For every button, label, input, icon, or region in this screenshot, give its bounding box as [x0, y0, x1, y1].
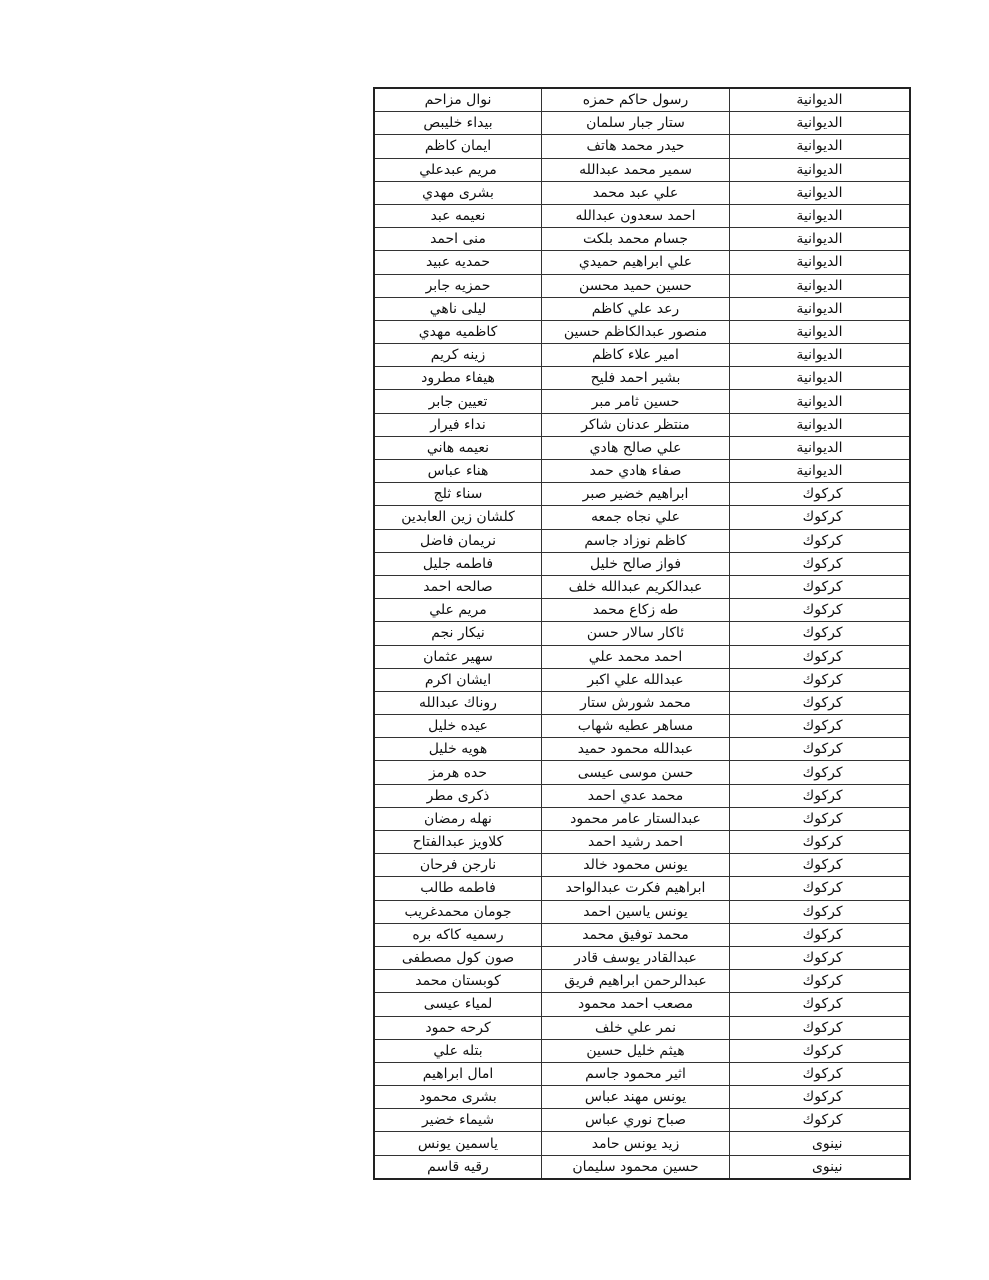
table-row [374, 344, 910, 367]
full-name-cell: احمد سعدون عبدالله [542, 204, 730, 227]
full-name-cell: محمد شورش ستار [542, 691, 730, 714]
governorate-cell: كركوك [730, 622, 910, 645]
table-row [374, 1155, 910, 1179]
mother-name-cell: نعيمه هاني [374, 436, 542, 459]
governorate-cell: الديوانية [730, 344, 910, 367]
table-row [374, 1132, 910, 1155]
mother-name-cell: صالحه احمد [374, 575, 542, 598]
full-name-cell: علي عبد محمد [542, 181, 730, 204]
mother-name-cell: تعيين جابر [374, 390, 542, 413]
full-name-cell: حيدر محمد هاتف [542, 135, 730, 158]
full-name-cell: منتظر عدنان شاكر [542, 413, 730, 436]
governorate-cell: كركوك [730, 1016, 910, 1039]
mother-name-cell: نهله رمضان [374, 807, 542, 830]
governorate-cell: كركوك [730, 599, 910, 622]
governorate-cell: كركوك [730, 761, 910, 784]
mother-name-cell: ذكرى مطر [374, 784, 542, 807]
table-row [374, 622, 910, 645]
mother-name-cell: لمياء عيسى [374, 993, 542, 1016]
table-row [374, 88, 910, 112]
full-name-cell: مصعب احمد محمود [542, 993, 730, 1016]
governorate-cell: كركوك [730, 738, 910, 761]
mother-name-cell: بيداء خليبص [374, 112, 542, 135]
full-name-cell: علي ابراهيم حميدي [542, 251, 730, 274]
full-name-cell: محمد عدي احمد [542, 784, 730, 807]
governorate-cell: كركوك [730, 807, 910, 830]
mother-name-cell: منى احمد [374, 228, 542, 251]
table-row [374, 413, 910, 436]
table-row [374, 181, 910, 204]
table-row [374, 715, 910, 738]
mother-name-cell: روناك عبدالله [374, 691, 542, 714]
mother-name-cell: نريمان فاضل [374, 529, 542, 552]
table-row [374, 436, 910, 459]
table-row [374, 529, 910, 552]
full-name-cell: محمد توفيق محمد [542, 923, 730, 946]
governorate-cell: الديوانية [730, 274, 910, 297]
governorate-cell: كركوك [730, 1062, 910, 1085]
full-name-cell: نمر علي خلف [542, 1016, 730, 1039]
governorate-cell: كركوك [730, 923, 910, 946]
full-name-cell: حسين حميد محسن [542, 274, 730, 297]
full-name-cell: فواز صالح خليل [542, 552, 730, 575]
mother-name-cell: ايشان اكرم [374, 668, 542, 691]
full-name-cell: رسول حاكم حمزه [542, 88, 730, 112]
governorate-cell: كركوك [730, 877, 910, 900]
mother-name-cell: جومان محمدغريب [374, 900, 542, 923]
full-name-cell: هيثم خليل حسين [542, 1039, 730, 1062]
full-name-cell: حسن موسى عيسى [542, 761, 730, 784]
governorate-cell: كركوك [730, 784, 910, 807]
table-row [374, 761, 910, 784]
table-row [374, 691, 910, 714]
table-row [374, 993, 910, 1016]
governorate-cell: الديوانية [730, 135, 910, 158]
full-name-cell: عبدالله علي اكبر [542, 668, 730, 691]
mother-name-cell: شيماء خضير [374, 1109, 542, 1132]
table-row [374, 274, 910, 297]
mother-name-cell: سناء ثلج [374, 483, 542, 506]
full-name-cell: ستار جبار سلمان [542, 112, 730, 135]
table-row [374, 946, 910, 969]
full-name-cell: يونس مهند عباس [542, 1086, 730, 1109]
table-row [374, 877, 910, 900]
mother-name-cell: صون كول مصطفى [374, 946, 542, 969]
table-row [374, 1062, 910, 1085]
mother-name-cell: زينه كريم [374, 344, 542, 367]
table-row [374, 320, 910, 343]
table-row [374, 204, 910, 227]
mother-name-cell: فاطمه جليل [374, 552, 542, 575]
mother-name-cell: بشرى مهدي [374, 181, 542, 204]
mother-name-cell: حمزيه جابر [374, 274, 542, 297]
governorate-cell: كركوك [730, 668, 910, 691]
mother-name-cell: كلاويز عبدالفتاح [374, 831, 542, 854]
governorate-cell: كركوك [730, 900, 910, 923]
mother-name-cell: حده هرمز [374, 761, 542, 784]
mother-name-cell: عيده خليل [374, 715, 542, 738]
full-name-cell: مساهر عطيه شهاب [542, 715, 730, 738]
full-name-cell: ابراهيم خضير صبر [542, 483, 730, 506]
governorate-cell: كركوك [730, 1109, 910, 1132]
table-row [374, 135, 910, 158]
full-name-cell: احمد محمد علي [542, 645, 730, 668]
table-row [374, 390, 910, 413]
governorate-cell: الديوانية [730, 390, 910, 413]
full-name-cell: كاظم نوزاد جاسم [542, 529, 730, 552]
table-row [374, 460, 910, 483]
full-name-cell: صباح نوري عباس [542, 1109, 730, 1132]
full-name-cell: جسام محمد بلكت [542, 228, 730, 251]
governorate-cell: كركوك [730, 506, 910, 529]
mother-name-cell: رقيه قاسم [374, 1155, 542, 1179]
mother-name-cell: كوبستان محمد [374, 970, 542, 993]
names-table [373, 87, 911, 1180]
table-row [374, 1109, 910, 1132]
governorate-cell: كركوك [730, 552, 910, 575]
table-row [374, 575, 910, 598]
governorate-cell: الديوانية [730, 204, 910, 227]
mother-name-cell: مريم عبدعلي [374, 158, 542, 181]
mother-name-cell: كرحه حمود [374, 1016, 542, 1039]
full-name-cell: امير علاء كاظم [542, 344, 730, 367]
mother-name-cell: نداء فيرار [374, 413, 542, 436]
full-name-cell: بشير احمد فليح [542, 367, 730, 390]
table-row [374, 506, 910, 529]
table-row [374, 297, 910, 320]
full-name-cell: طه زكاع محمد [542, 599, 730, 622]
mother-name-cell: ياسمين يونس [374, 1132, 542, 1155]
table-row [374, 1086, 910, 1109]
names-table-body [374, 88, 910, 1179]
full-name-cell: ئاكار سالار حسن [542, 622, 730, 645]
full-name-cell: علي صالح هادي [542, 436, 730, 459]
governorate-cell: الديوانية [730, 460, 910, 483]
governorate-cell: الديوانية [730, 251, 910, 274]
table-row [374, 228, 910, 251]
table-row [374, 1016, 910, 1039]
governorate-cell: الديوانية [730, 181, 910, 204]
full-name-cell: اثير محمود جاسم [542, 1062, 730, 1085]
mother-name-cell: نيكار نجم [374, 622, 542, 645]
table-row [374, 854, 910, 877]
governorate-cell: الديوانية [730, 88, 910, 112]
mother-name-cell: امال ابراهيم [374, 1062, 542, 1085]
full-name-cell: احمد رشيد احمد [542, 831, 730, 854]
table-row [374, 923, 910, 946]
full-name-cell: حسين محمود سليمان [542, 1155, 730, 1179]
full-name-cell: منصور عبدالكاظم حسين [542, 320, 730, 343]
table-row [374, 483, 910, 506]
governorate-cell: الديوانية [730, 367, 910, 390]
mother-name-cell: هويه خليل [374, 738, 542, 761]
full-name-cell: عبدالكريم عبدالله خلف [542, 575, 730, 598]
table-row [374, 668, 910, 691]
full-name-cell: ابراهيم فكرت عبدالواحد [542, 877, 730, 900]
table-row [374, 552, 910, 575]
governorate-cell: كركوك [730, 854, 910, 877]
mother-name-cell: حمديه عبيد [374, 251, 542, 274]
full-name-cell: عبدالستار عامر محمود [542, 807, 730, 830]
governorate-cell: كركوك [730, 715, 910, 738]
governorate-cell: كركوك [730, 575, 910, 598]
mother-name-cell: رسميه كاكه بره [374, 923, 542, 946]
governorate-cell: الديوانية [730, 297, 910, 320]
mother-name-cell: هناء عباس [374, 460, 542, 483]
full-name-cell: يونس محمود خالد [542, 854, 730, 877]
governorate-cell: كركوك [730, 946, 910, 969]
governorate-cell: نينوى [730, 1155, 910, 1179]
governorate-cell: كركوك [730, 645, 910, 668]
governorate-cell: كركوك [730, 1039, 910, 1062]
full-name-cell: سمير محمد عبدالله [542, 158, 730, 181]
governorate-cell: الديوانية [730, 158, 910, 181]
table-row [374, 900, 910, 923]
governorate-cell: الديوانية [730, 320, 910, 343]
mother-name-cell: نعيمه عبد [374, 204, 542, 227]
mother-name-cell: بشرى محمود [374, 1086, 542, 1109]
table-row [374, 645, 910, 668]
table-row [374, 807, 910, 830]
table-row [374, 1039, 910, 1062]
table-row [374, 158, 910, 181]
governorate-cell: كركوك [730, 529, 910, 552]
mother-name-cell: نوال مزاحم [374, 88, 542, 112]
mother-name-cell: نارجن فرحان [374, 854, 542, 877]
mother-name-cell: مريم علي [374, 599, 542, 622]
table-row [374, 251, 910, 274]
table-row [374, 831, 910, 854]
governorate-cell: الديوانية [730, 436, 910, 459]
table-row [374, 367, 910, 390]
table-row [374, 784, 910, 807]
governorate-cell: كركوك [730, 1086, 910, 1109]
governorate-cell: كركوك [730, 993, 910, 1016]
governorate-cell: كركوك [730, 691, 910, 714]
full-name-cell: صفاء هادي حمد [542, 460, 730, 483]
full-name-cell: يونس ياسين احمد [542, 900, 730, 923]
governorate-cell: كركوك [730, 483, 910, 506]
full-name-cell: عبدالرحمن ابراهيم فريق [542, 970, 730, 993]
full-name-cell: علي نجاه جمعه [542, 506, 730, 529]
full-name-cell: رعد علي كاظم [542, 297, 730, 320]
mother-name-cell: كاظميه مهدي [374, 320, 542, 343]
table-row [374, 738, 910, 761]
full-name-cell: زيد يونس حامد [542, 1132, 730, 1155]
governorate-cell: كركوك [730, 970, 910, 993]
governorate-cell: الديوانية [730, 228, 910, 251]
full-name-cell: حسين ثامر مبر [542, 390, 730, 413]
table-row [374, 599, 910, 622]
mother-name-cell: كلشان زين العابدين [374, 506, 542, 529]
full-name-cell: عبدالقادر يوسف قادر [542, 946, 730, 969]
mother-name-cell: ايمان كاظم [374, 135, 542, 158]
mother-name-cell: سهير عثمان [374, 645, 542, 668]
mother-name-cell: فاطمه طالب [374, 877, 542, 900]
governorate-cell: كركوك [730, 831, 910, 854]
table-row [374, 112, 910, 135]
governorate-cell: الديوانية [730, 413, 910, 436]
mother-name-cell: ليلى ناهي [374, 297, 542, 320]
mother-name-cell: هيفاء مطرود [374, 367, 542, 390]
table-row [374, 970, 910, 993]
governorate-cell: نينوى [730, 1132, 910, 1155]
governorate-cell: الديوانية [730, 112, 910, 135]
mother-name-cell: بتله علي [374, 1039, 542, 1062]
full-name-cell: عبدالله محمود حميد [542, 738, 730, 761]
